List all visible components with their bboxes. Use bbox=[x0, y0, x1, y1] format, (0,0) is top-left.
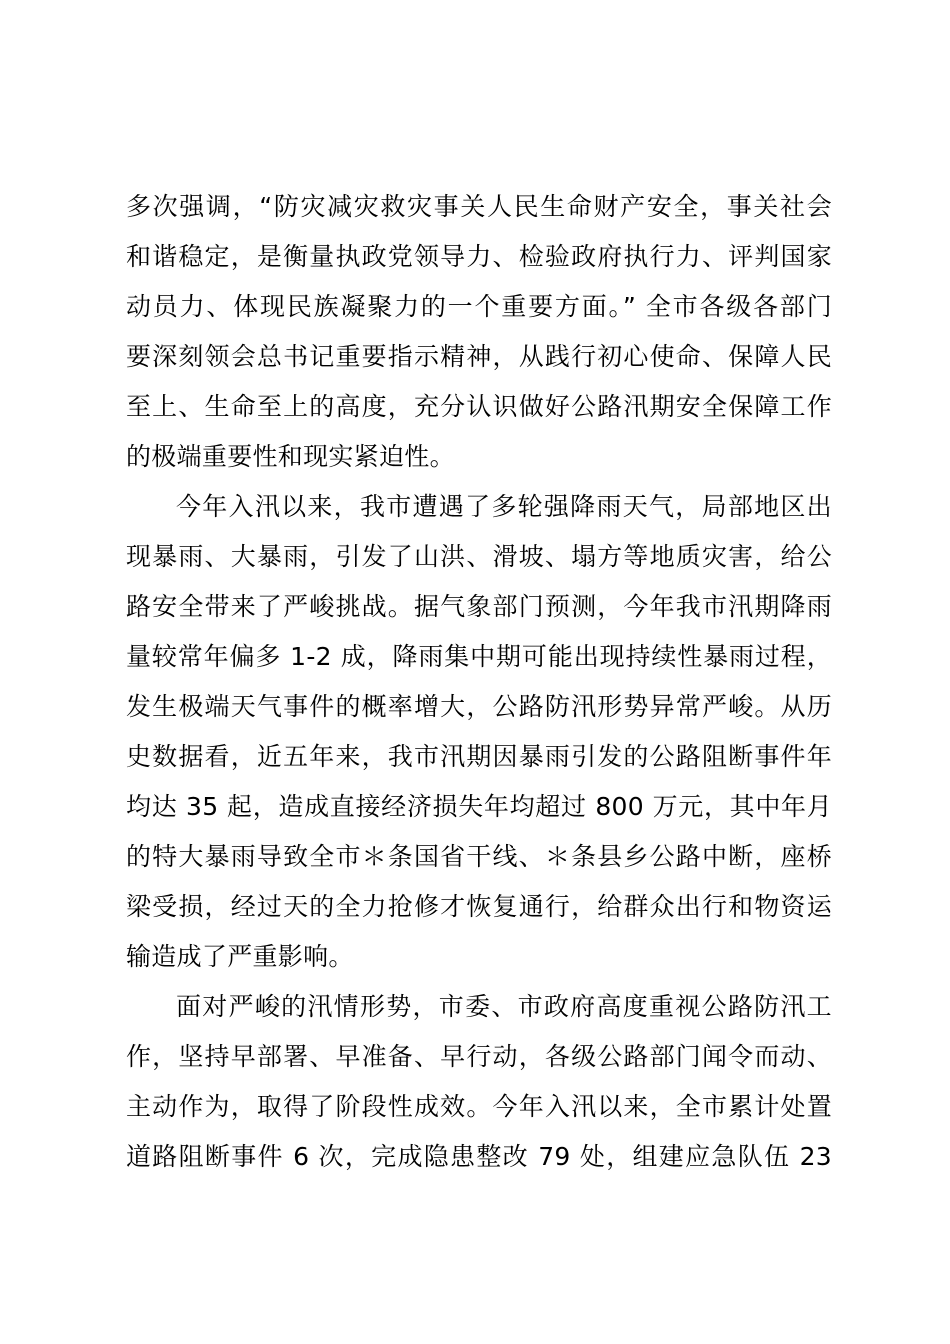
text-line: 的特大暴雨导致全市＊条国省干线、＊条县乡公路中断，座桥 bbox=[126, 842, 832, 871]
text-line: 多次强调，“防灾减灾救灾事关人民生命财产安全，事关社会 bbox=[126, 192, 832, 221]
text-line: 输造成了严重影响。 bbox=[126, 942, 354, 971]
text-line: 的极端重要性和现实紧迫性。 bbox=[126, 442, 455, 471]
text-line: 今年入汛以来，我市遭遇了多轮强降雨天气，局部地区出 bbox=[176, 492, 832, 521]
text-line: 发生极端天气事件的概率增大，公路防汛形势异常严峻。从历 bbox=[126, 692, 832, 721]
text-line: 和谐稳定，是衡量执政党领导力、检验政府执行力、评判国家 bbox=[126, 242, 832, 271]
document-body bbox=[126, 182, 832, 1182]
text-line: 主动作为，取得了阶段性成效。今年入汛以来，全市累计处置 bbox=[126, 1092, 832, 1121]
paragraph-3 bbox=[126, 982, 832, 1182]
text-line: 路安全带来了严峻挑战。据气象部门预测，今年我市汛期降雨 bbox=[126, 592, 832, 621]
text-line: 现暴雨、大暴雨，引发了山洪、滑坡、塌方等地质灾害，给公 bbox=[126, 542, 832, 571]
text-line: 量较常年偏多 1-2 成，降雨集中期可能出现持续性暴雨过程， bbox=[126, 642, 832, 671]
text-line: 至上、生命至上的高度，充分认识做好公路汛期安全保障工作 bbox=[126, 392, 832, 421]
text-line: 均达 35 起，造成直接经济损失年均超过 800 万元，其中年月 bbox=[126, 792, 832, 821]
text-line: 作，坚持早部署、早准备、早行动，各级公路部门闻令而动、 bbox=[126, 1042, 832, 1071]
paragraph-2 bbox=[126, 482, 832, 982]
text-line: 面对严峻的汛情形势，市委、市政府高度重视公路防汛工 bbox=[176, 992, 832, 1021]
text-line: 道路阻断事件 6 次，完成隐患整改 79 处，组建应急队伍 23 bbox=[126, 1142, 832, 1171]
text-line: 梁受损，经过天的全力抢修才恢复通行，给群众出行和物资运 bbox=[126, 892, 832, 921]
paragraph-1 bbox=[126, 182, 832, 482]
text-line: 要深刻领会总书记重要指示精神，从践行初心使命、保障人民 bbox=[126, 342, 832, 371]
text-line: 史数据看，近五年来，我市汛期因暴雨引发的公路阻断事件年 bbox=[126, 742, 832, 771]
text-line: 动员力、体现民族凝聚力的一个重要方面。” 全市各级各部门 bbox=[126, 292, 832, 321]
